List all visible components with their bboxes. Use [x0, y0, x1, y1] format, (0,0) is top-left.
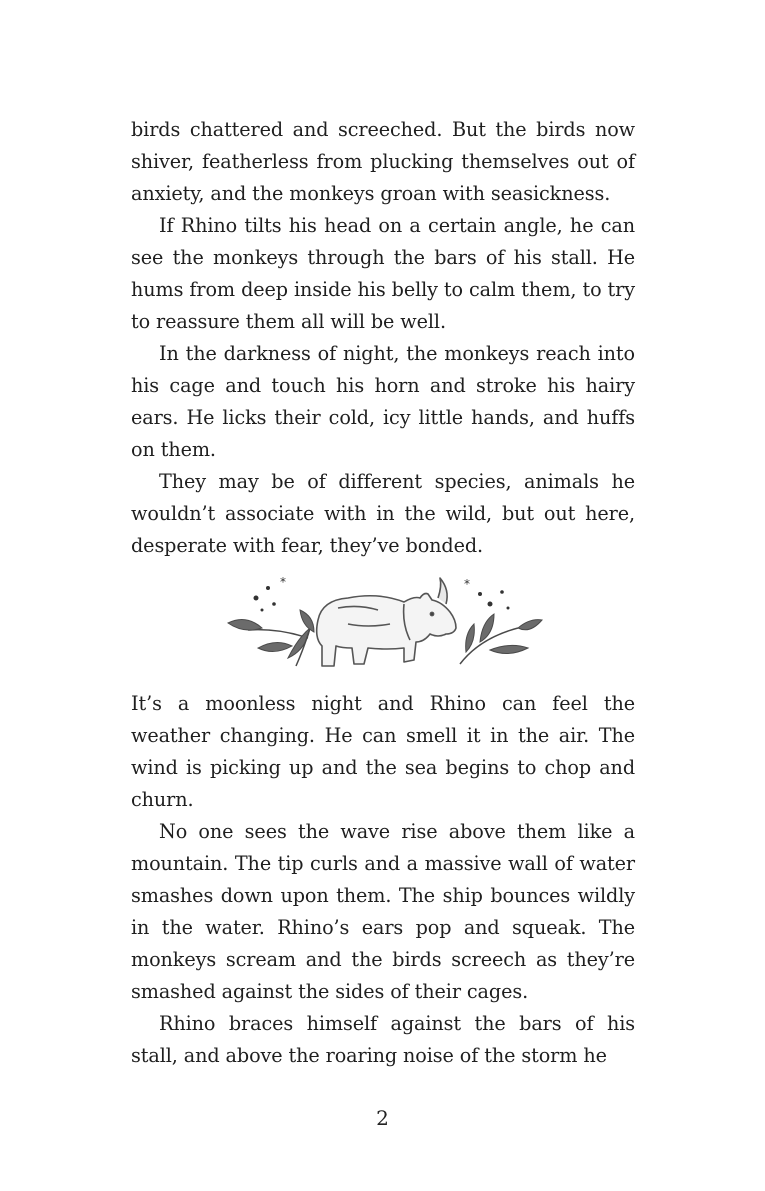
rhino-divider-illustration: [218, 568, 548, 682]
paragraph: birds chattered and screeched. But the birds now shiver, featherless from plucking themselves out of anxiety, and the monkeys groan with seasickness.: [131, 118, 635, 205]
left-leaf-branch: [228, 610, 314, 666]
rhino-icon: [317, 578, 456, 666]
svg-text:*: *: [464, 577, 470, 591]
paragraph: They may be of different species, animals he wouldn’t associate with in the wild, but out here, desperate with fear, they’ve bonded.: [131, 470, 635, 557]
paragraph: It’s a moonless night and Rhino can feel the weather changing. He can smell it in the air. The wind is picking up and the sea begins to chop and churn.: [131, 692, 635, 811]
bottom-text-block: [131, 688, 635, 1072]
paragraph: If Rhino tilts his head on a certain angle, he can see the monkeys through the bars of his stall. He hums from deep inside his belly to calm them, to try to reassure them all will be well.: [131, 214, 635, 333]
left-sparkles: [254, 575, 287, 612]
right-sparkles: [464, 577, 510, 610]
paragraph: No one sees the wave rise above them like a mountain. The tip curls and a massive wall of water smashes down upon them. The ship bounces wildly in the water. Rhino’s ears pop and squeak. The monkeys scream and the birds screech as they’re smashed against the sides of their cages.: [131, 820, 635, 1003]
right-leaf-branch: [460, 614, 542, 664]
svg-text:*: *: [280, 575, 286, 589]
top-text-block: [131, 114, 635, 562]
paragraph: Rhino braces himself against the bars of his stall, and above the roaring noise of the storm he: [131, 1012, 635, 1067]
page-number: 2: [376, 1106, 389, 1130]
paragraph: In the darkness of night, the monkeys reach into his cage and touch his horn and stroke his hairy ears. He licks their cold, icy little hands, and huffs on them.: [131, 342, 635, 461]
